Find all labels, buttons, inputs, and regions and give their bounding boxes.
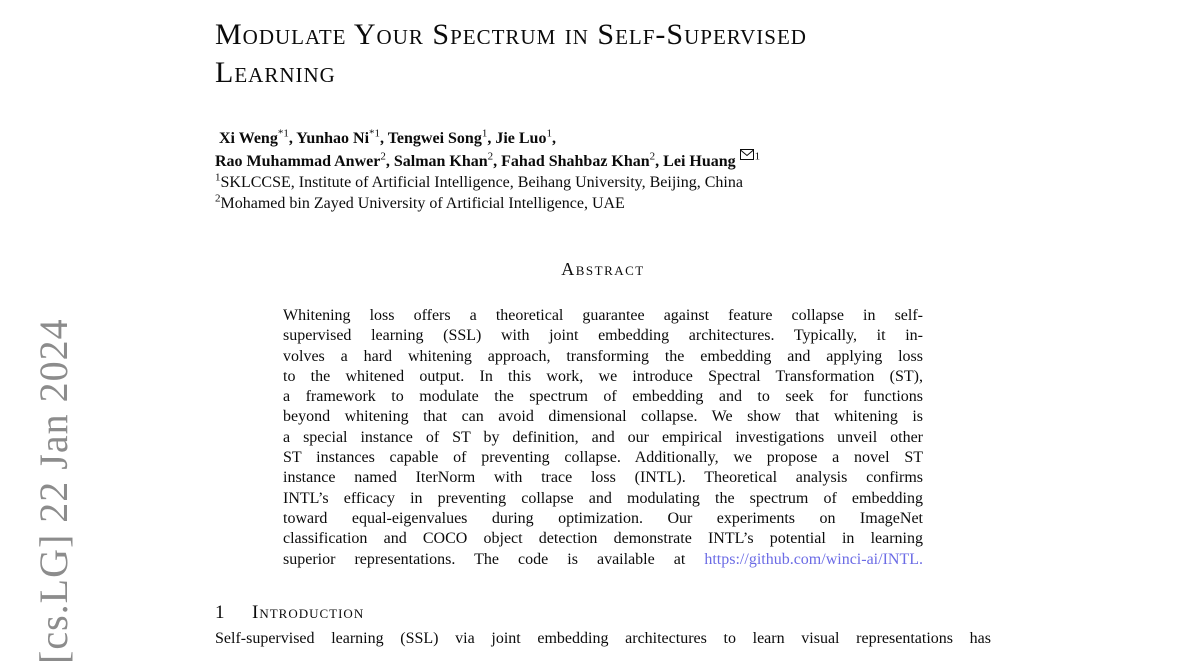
paper-title-line: Learning: [215, 56, 336, 89]
abstract-line: toward equal-eigenvalues during optimization. Our experiments on ImageNet: [283, 509, 923, 527]
abstract-line: classification and COCO object detection demonstrate INTL’s potential in learning: [283, 530, 923, 548]
abstract-line: superior representations. The code is available at https://github.com/winci-ai/INTL.: [283, 550, 923, 568]
abstract-line: volves a hard whitening approach, transforming the embedding and applying loss: [283, 347, 923, 365]
abstract-line: beyond whitening that can avoid dimensional collapse. We show that whitening is: [283, 408, 923, 426]
abstract-line: a framework to modulate the spectrum of embedding and to seek for functions: [283, 388, 923, 406]
intro-paragraph-line: Self-supervised learning (SSL) via joint embedding architectures to learn visual representations has: [215, 629, 991, 647]
text-segment: .: [919, 550, 923, 568]
abstract-line: instance named IterNorm with trace loss (INTL). Theoretical analysis confirms: [283, 469, 923, 487]
author-line-2: Rao Muhammad Anwer$^2$, Salman Khan$^2$, Fahad Shahbaz Khan$^2$, Lei Huang $^1$: [215, 150, 761, 170]
superscript: 2: [487, 150, 494, 163]
superscript: 2: [380, 150, 386, 163]
paper-title-line: Modulate Your Spectrum in Self-Supervised: [215, 18, 807, 51]
superscript: 1: [546, 127, 552, 140]
author-line-1: Xi Weng$^{*1}$, Yunhao Ni$^{*1}$, Tengwei Song$^1$, Jie Luo$^1$,: [219, 127, 556, 147]
section-heading-introduction: [215, 602, 991, 624]
abstract-line: a special instance of ST by definition, and our empirical investigations unveil other: [283, 428, 923, 446]
affiliation-line-1: $^1$SKLCCSE, Institute of Artificial Intelligence, Beihang University, Beijing, China: [215, 171, 743, 191]
arxiv-watermark: [cs.LG] 22 Jan 2024: [31, 318, 76, 664]
abstract-line: supervised learning (SSL) with joint embedding architectures. Typically, it in-: [283, 327, 923, 345]
author-block: [215, 128, 991, 214]
paper-title: [215, 16, 991, 92]
abstract-heading: Abstract: [561, 259, 645, 279]
page-content: [215, 0, 991, 649]
abstract-line: INTL’s efficacy in preventing collapse and modulating the spectrum of embedding: [283, 489, 923, 507]
section-number: 1: [215, 601, 225, 623]
superscript: 1: [754, 150, 761, 163]
code-repository-link[interactable]: https://github.com/winci-ai/INTL: [704, 550, 919, 568]
superscript: *1: [369, 127, 381, 140]
superscript: 2: [649, 150, 656, 163]
superscript: 2: [215, 192, 221, 205]
envelope-icon: [740, 149, 754, 160]
superscript: *1: [277, 127, 289, 140]
abstract-line: Whitening loss offers a theoretical guarantee against feature collapse in self-: [283, 307, 923, 324]
abstract-text: [283, 306, 923, 570]
section-title: Introduction: [252, 601, 365, 623]
abstract-line: to the whitened output. In this work, we introduce Spectral Transformation (ST),: [283, 367, 923, 385]
superscript: 1: [215, 171, 221, 184]
abstract-line: ST instances capable of preventing collapse. Additionally, we propose a novel ST: [283, 449, 923, 467]
affiliation-line-2: $^2$Mohamed bin Zayed University of Artificial Intelligence, UAE: [215, 192, 625, 212]
superscript: 1: [481, 127, 488, 140]
